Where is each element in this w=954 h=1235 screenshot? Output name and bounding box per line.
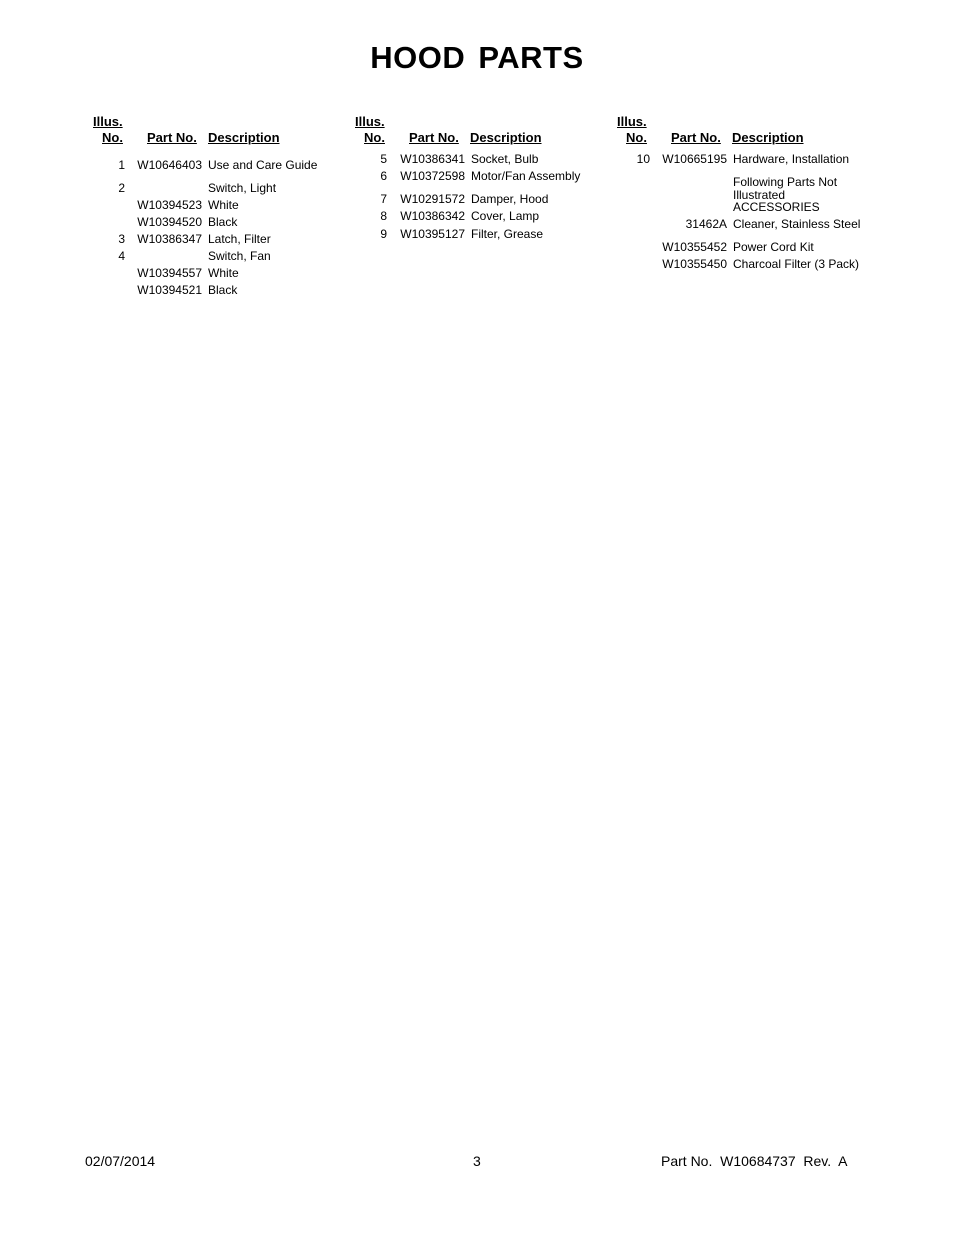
- footer-date: 02/07/2014: [85, 1153, 156, 1169]
- illus-number: 3: [118, 232, 125, 246]
- part-number: W10355452: [662, 240, 727, 254]
- part-description: Damper, Hood: [471, 192, 549, 206]
- part-description: Cover, Lamp: [471, 209, 540, 223]
- illus-number: 10: [636, 152, 650, 166]
- illus-number: 4: [118, 249, 125, 263]
- part-description: Hardware, Installation: [733, 152, 850, 166]
- part-description: Latch, Filter: [208, 232, 271, 246]
- footer-page-number: 3: [473, 1153, 481, 1169]
- header-description: Description: [732, 130, 804, 145]
- part-description: Filter, Grease: [471, 227, 544, 241]
- illus-number: 2: [118, 181, 125, 195]
- part-description: Illustrated: [733, 188, 786, 202]
- part-number: W10646403: [137, 158, 202, 172]
- header-part-no: Part No.: [409, 130, 459, 145]
- part-number: W10394520: [137, 215, 202, 229]
- part-description: Motor/Fan Assembly: [471, 169, 581, 183]
- page-title: HOOD PARTS: [370, 40, 584, 75]
- header-no: No.: [102, 130, 123, 145]
- part-number: W10386347: [137, 232, 202, 246]
- illus-number: 6: [380, 169, 387, 183]
- part-description: Charcoal Filter (3 Pack): [733, 257, 860, 271]
- header-no: No.: [364, 130, 385, 145]
- part-number: W10394521: [137, 283, 202, 297]
- column-header: [0, 113, 954, 147]
- part-description: Switch, Fan: [208, 249, 271, 263]
- part-description: Switch, Light: [208, 181, 277, 195]
- part-row: [0, 258, 954, 272]
- part-description: Use and Care Guide: [208, 158, 318, 172]
- part-number: W10394523: [137, 198, 202, 212]
- header-part-no: Part No.: [147, 130, 197, 145]
- part-number: W10355450: [662, 257, 727, 271]
- illus-number: 7: [380, 192, 387, 206]
- part-number: W10386341: [400, 152, 465, 166]
- part-number: W10394557: [137, 266, 202, 280]
- illus-number: 9: [380, 227, 387, 241]
- part-number: W10665195: [662, 152, 727, 166]
- part-description: Cleaner, Stainless Steel: [733, 217, 861, 231]
- part-row: [0, 153, 954, 167]
- part-number: W10291572: [400, 192, 465, 206]
- part-description: White: [208, 198, 239, 212]
- header-illus: Illus.: [93, 114, 123, 129]
- part-number: W10386342: [400, 209, 465, 223]
- header-part-no: Part No.: [671, 130, 721, 145]
- header-illus: Illus.: [355, 114, 385, 129]
- part-row: [0, 284, 954, 298]
- header-illus: Illus.: [617, 114, 647, 129]
- illus-number: 8: [380, 209, 387, 223]
- part-number: 31462A: [685, 217, 727, 231]
- footer-part-number: Part No. W10684737 Rev. A: [661, 1153, 848, 1169]
- part-description: Black: [208, 215, 238, 229]
- header-description: Description: [470, 130, 542, 145]
- part-number: W10395127: [400, 227, 465, 241]
- part-number: W10372598: [400, 169, 465, 183]
- part-description: Socket, Bulb: [471, 152, 539, 166]
- part-description: Following Parts Not: [733, 175, 838, 189]
- part-description: ACCESSORIES: [733, 200, 820, 214]
- illus-number: 5: [380, 152, 387, 166]
- part-description: Black: [208, 283, 238, 297]
- header-description: Description: [208, 130, 280, 145]
- part-row: [0, 176, 954, 190]
- part-description: Power Cord Kit: [733, 240, 814, 254]
- part-row: [0, 241, 954, 255]
- illus-number: 1: [118, 158, 125, 172]
- part-description: White: [208, 266, 239, 280]
- header-no: No.: [626, 130, 647, 145]
